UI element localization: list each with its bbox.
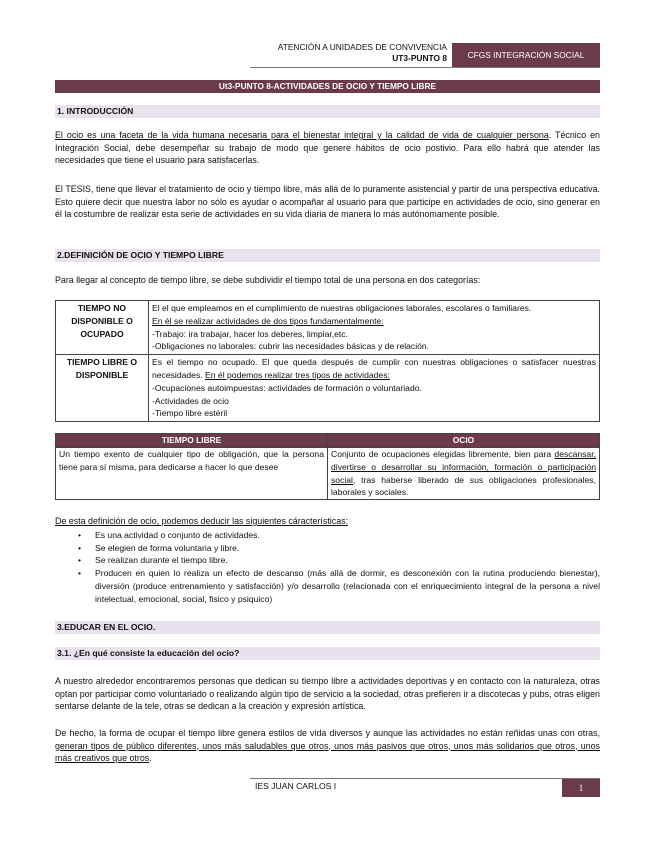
intro-paragraph-2: El TESIS, tiene que llevar el tratamiento de ocio y tiempo libre, más allá de lo puramente asistencial y partir de una perspectiva educativa. Esto quiere decir que nuestra labor no sólo es ayudar o acompañar al usuario para que participe en actividades de ocio, sino generar en él la costumbre de realizar esta serie de actividades en su vida diaria de manera lo más autónomamente posible.	[55, 184, 600, 219]
list-item: • Se elegien de forma voluntaria y libre.	[78, 542, 600, 555]
definition-intro: Para llegar al concepto de tiempo libre, se debe subdividir el tiempo total de una persona en dos categorías:	[55, 275, 481, 285]
educar-paragraph-2: De hecho, la forma de ocupar el tiempo libre genera estilos de vida diversos y aunque las actividades no están reñidas unas con otras, generan tipos de público diferentes, unos más saludables que otros, unos más pasivos que otros, unos más solidarios que otros, unos más creativos que otros.	[55, 728, 600, 763]
header-rule	[250, 67, 600, 68]
section-heading-definicion: 2.DEFINICIÓN DE OCIO Y TIEMPO LIBRE	[55, 249, 600, 262]
page-number: 1	[562, 779, 600, 797]
column-header-tiempo-libre: TIEMPO LIBRE	[56, 434, 328, 448]
row-content: El el que empleamos en el cumplimiento de nuestras obligaciones laborales, escolares o familiares. En él se realizar actividades de dos tipos fundamentalmente: -Trabajo: ira trabajar, hacer los deberes, limpiar,etc. -Obligaciones no laborales: cubrir las necesidades básicas y de relación.	[149, 301, 600, 355]
column-header-ocio: OCIO	[328, 434, 600, 448]
time-categories-table	[55, 300, 600, 422]
table-row	[56, 301, 600, 355]
table-row	[56, 448, 600, 500]
list-item: • Es una actividad o conjunto de actividades.	[78, 529, 600, 542]
list-item: • Producen en quien lo realiza un efecto de descanso (más allá de dormir, es desconexión con la rutina produciendo bienestar), diversión (produce entrenamiento y satisfacción) y/o desarrollo (relacionada con el enriquecimiento integral de la persona a nivel intelectual, emocional, social, fisico y psiquico)	[78, 567, 600, 605]
section-heading-introduccion: 1. INTRODUCCIÓN	[55, 105, 600, 118]
list-item: • Se realizan durante el tiempo libre.	[78, 554, 600, 567]
table-row	[56, 355, 600, 422]
tiempo-libre-vs-ocio-table	[55, 433, 600, 500]
tiempo-libre-definition: Un tiempo exento de cualquier tipo de obligación, que la persona tiene para sí misma, para dedicarse a hacer lo que desee	[56, 448, 328, 500]
section-heading-educar: 3.EDUCAR EN EL OCIO.	[55, 621, 600, 634]
document-title: Ut3-PUNTO 8-ACTIVIDADES DE OCIO Y TIEMPO LIBRE	[55, 80, 600, 93]
subsection-heading: 3.1. ¿En qué consiste la educación del ocio?	[55, 647, 600, 660]
row-label: TIEMPO NO DISPONIBLE O OCUPADO	[56, 301, 149, 355]
table-header-row	[56, 434, 600, 448]
header-subject: ATENCIÓN A UNIDADES DE CONVIVENCIA	[277, 42, 447, 52]
ocio-definition: Conjunto de ocupaciones elegidas libremente, bien para descansar, divertirse o desarrollar su información, formación o participación social, tras haberse liberado de sus obligaciones profesionales, laborales y sociales.	[328, 448, 600, 500]
footer-rule	[250, 778, 600, 779]
characteristics-list	[78, 529, 600, 605]
header-unit: UT3-PUNTO 8	[392, 53, 447, 63]
intro-paragraph-1: El ocio es una faceta de la vida humana necesaria para el bienestar integral y la calidad de vida de cualquier persona. Técnico en Integración Social, debe desempeñar su trabajo de modo que genere hábitos de ocio postivio. Para ello habrá que atender las necesidades que tiene el usuario para satisfacerlas.	[55, 130, 600, 165]
row-label: TIEMPO LIBRE O DISPONIBLE	[56, 355, 149, 422]
header-course-box: CFGS INTEGRACIÓN SOCIAL	[452, 43, 600, 68]
footer-school: IES JUAN CARLOS I	[255, 781, 337, 791]
characteristics-intro: De esta definición de ocio, podemos deducir las siguientes cáracterísticas:	[55, 516, 349, 526]
header-left	[250, 42, 447, 64]
row-content: Es el tiempo no ocupado. El que queda después de cumplir con nuestras obligaciones o satisfacer nuestras necesidades. En él podemos realizar tres tipos de actividades: -Ocupaciones autoimpuestas: actividades de formación o voluntariado. -Actividades de ocio -Tiempo libre estéril	[149, 355, 600, 422]
educar-paragraph-1: A nuestro alrededor encontraremos personas que dedican su tiempo libre a actividades deportivas y en contacto con la naturaleza, otras optan por participar como voluntariado o realizando algún tipo de servicio a la sociedad, otras prefieren ir a discotecas y pubs, otras eligen sentarse delante de la tele, otras se dedican a la creación y expresión artística.	[55, 676, 600, 711]
